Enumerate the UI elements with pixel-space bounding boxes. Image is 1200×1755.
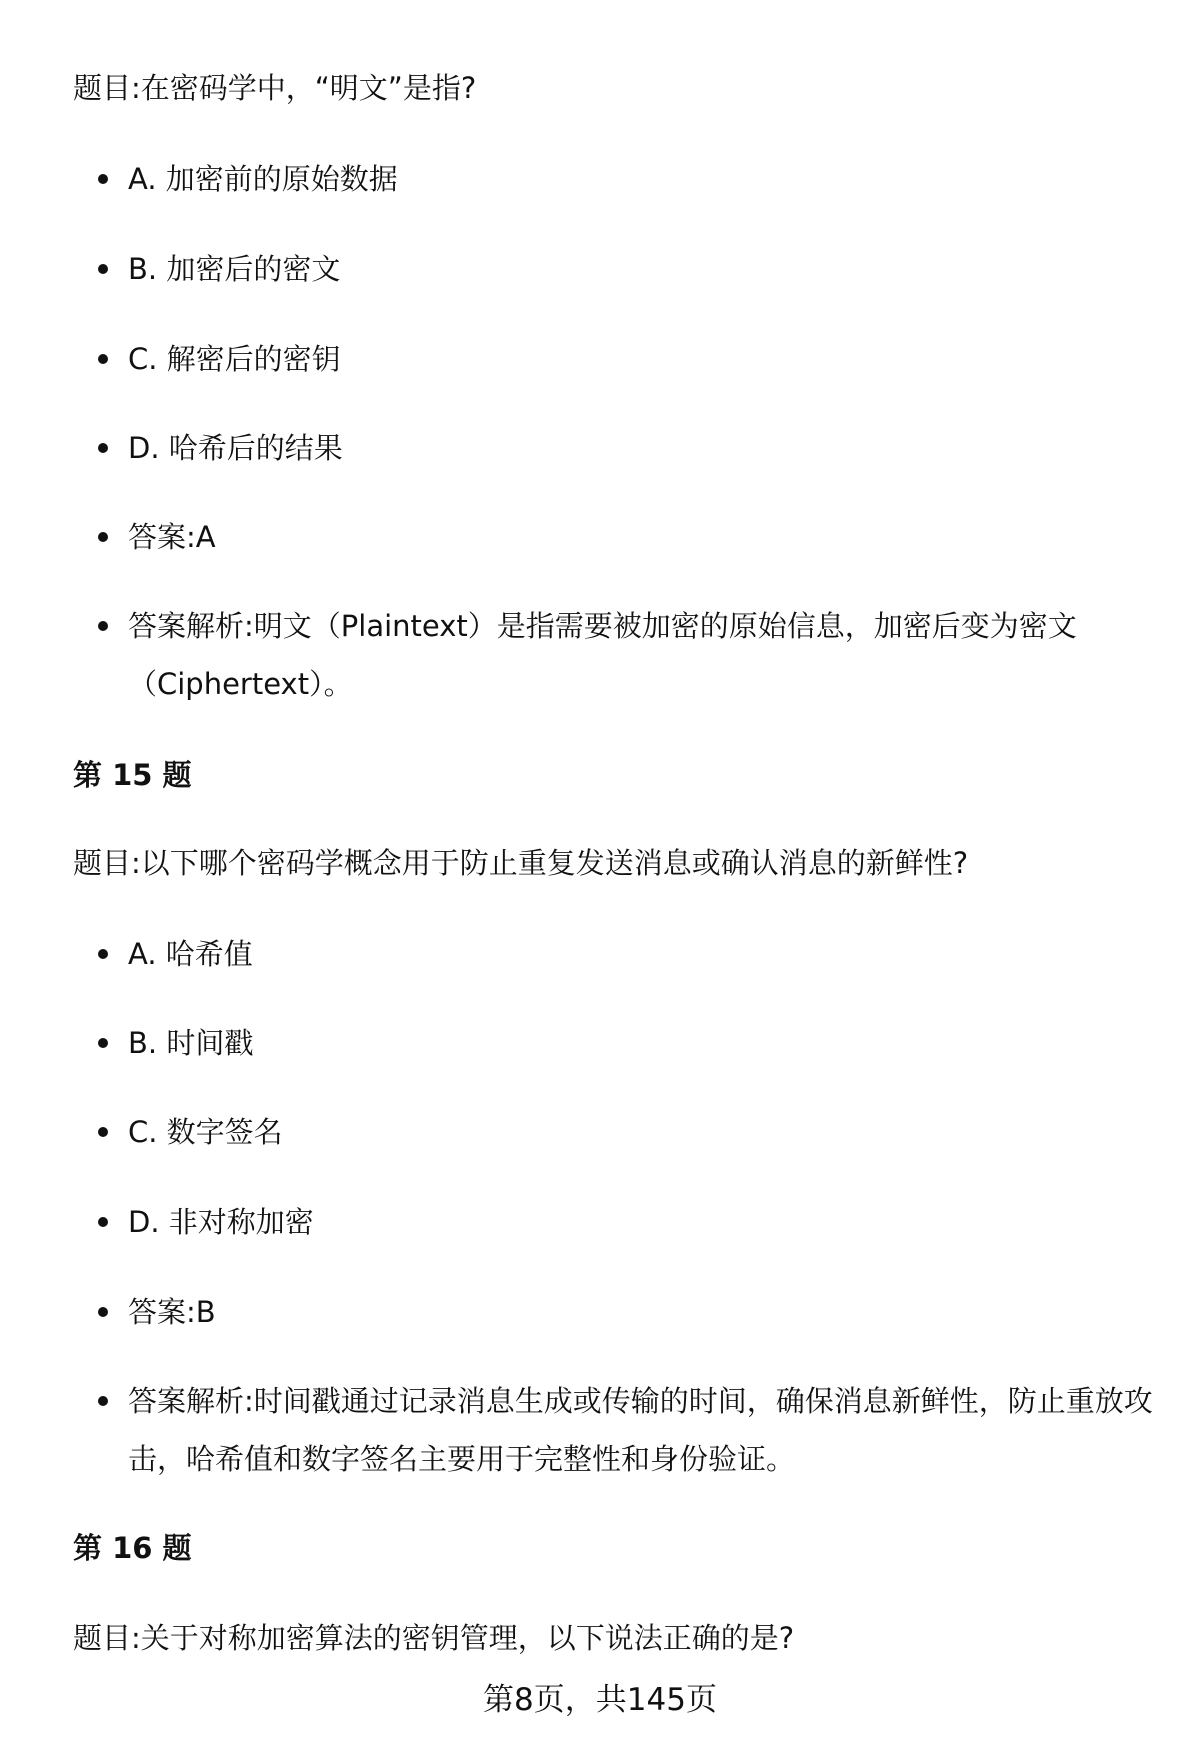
bullet-icon (98, 443, 108, 453)
answer-item: 答案:A (128, 508, 1158, 566)
option-item: A. 加密前的原始数据 (128, 150, 1158, 208)
analysis-item: 答案解析:明文（Plaintext）是指需要被加密的原始信息，加密后变为密文（Ciphertext）。 (128, 597, 1128, 713)
bullet-icon (98, 1307, 108, 1317)
bullet-icon (98, 1396, 108, 1406)
bullet-icon (98, 354, 108, 364)
question-text: 题目:以下哪个密码学概念用于防止重复发送消息或确认消息的新鲜性? (73, 846, 969, 880)
bullet-icon (98, 1038, 108, 1048)
question-heading: 第 15 题 (73, 758, 192, 792)
option-item: D. 非对称加密 (128, 1193, 1158, 1251)
page-number-footer: 第8页，共145页 (483, 1682, 717, 1718)
analysis-item: 答案解析:时间戳通过记录消息生成或传输的时间，确保消息新鲜性，防止重放攻击，哈希值和数字签名主要用于完整性和身份验证。 (128, 1372, 1158, 1488)
bullet-icon (98, 1217, 108, 1227)
bullet-icon (98, 621, 108, 631)
question-text: 题目:在密码学中，“明文”是指? (73, 71, 477, 105)
option-item: B. 时间戳 (128, 1014, 1158, 1072)
bullet-icon (98, 264, 108, 274)
bullet-icon (98, 949, 108, 959)
question-text: 题目:关于对称加密算法的密钥管理，以下说法正确的是? (73, 1621, 795, 1655)
option-item: C. 解密后的密钥 (128, 330, 1158, 388)
option-item: A. 哈希值 (128, 925, 1158, 983)
option-item: D. 哈希后的结果 (128, 419, 1158, 477)
bullet-icon (98, 532, 108, 542)
answer-item: 答案:B (128, 1283, 1158, 1341)
bullet-icon (98, 1127, 108, 1137)
bullet-icon (98, 174, 108, 184)
option-item: C. 数字签名 (128, 1103, 1158, 1161)
option-item: B. 加密后的密文 (128, 240, 1158, 298)
question-heading: 第 16 题 (73, 1531, 192, 1565)
